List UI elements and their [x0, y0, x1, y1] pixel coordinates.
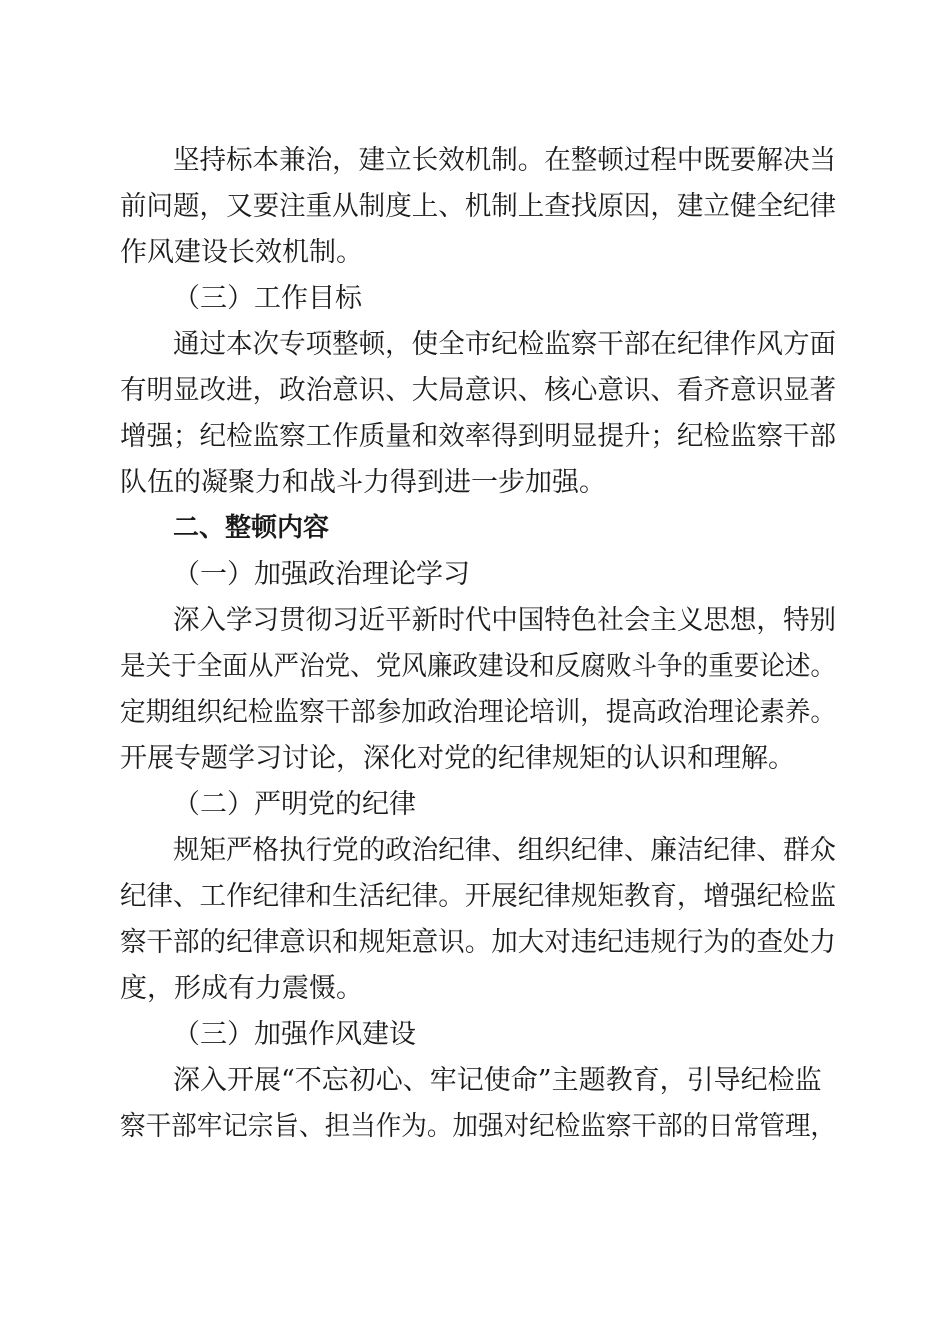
line-text: 增强；纪检监察工作质量和效率得到明显提升；纪检监察干部: [120, 421, 837, 452]
line-text: 定期组织纪检监察干部参加政治理论培训，提高政治理论素养。: [120, 697, 837, 728]
line-text: 深入开展“不忘初心、牢记使命”主题教育，引导纪检监: [173, 1065, 822, 1096]
subheading-line: [0, 276, 950, 322]
section-heading-text: 二、整顿内容: [173, 513, 330, 543]
paragraph-line: [0, 230, 950, 276]
paragraph-line: [0, 1104, 950, 1150]
line-text: 队伍的凝聚力和战斗力得到进一步加强。: [120, 467, 606, 498]
subheading-text: （三）加强作风建设: [173, 1019, 416, 1050]
paragraph-line: [0, 138, 950, 184]
paragraph-line: [0, 828, 950, 874]
line-text: 作风建设长效机制。: [120, 237, 363, 268]
line-text: 察干部的纪律意识和规矩意识。加大对违纪违规行为的查处力: [120, 927, 837, 958]
paragraph-line: [0, 414, 950, 460]
line-text: 有明显改进，政治意识、大局意识、核心意识、看齐意识显著: [120, 375, 837, 406]
subheading-text: （二）严明党的纪律: [173, 789, 416, 820]
paragraph-line: [0, 874, 950, 920]
subheading-text: （一）加强政治理论学习: [173, 559, 470, 590]
paragraph-line: [0, 644, 950, 690]
paragraph-line: [0, 1058, 950, 1104]
line-text: 察干部牢记宗旨、担当作为。加强对纪检监察干部的日常管理，: [120, 1111, 837, 1142]
line-text: 是关于全面从严治党、党风廉政建设和反腐败斗争的重要论述。: [120, 651, 837, 682]
paragraph-line: [0, 184, 950, 230]
paragraph-line: [0, 736, 950, 782]
line-text: 坚持标本兼治，建立长效机制。在整顿过程中既要解决当: [173, 145, 836, 176]
paragraph-line: [0, 966, 950, 1012]
paragraph-line: [0, 598, 950, 644]
paragraph-line: [0, 368, 950, 414]
paragraph-line: [0, 460, 950, 506]
line-text: 深入学习贯彻习近平新时代中国特色社会主义思想，特别: [173, 605, 836, 636]
line-text: 前问题，又要注重从制度上、机制上查找原因，建立健全纪律: [120, 191, 837, 222]
paragraph-line: [0, 322, 950, 368]
subheading-line: [0, 782, 950, 828]
subheading-line: [0, 1012, 950, 1058]
subheading-line: [0, 552, 950, 598]
paragraph-line: [0, 690, 950, 736]
line-text: 纪律、工作纪律和生活纪律。开展纪律规矩教育，增强纪检监: [120, 881, 837, 912]
paragraph-line: [0, 920, 950, 966]
line-text: 通过本次专项整顿，使全市纪检监察干部在纪律作风方面: [173, 329, 836, 360]
line-text: 规矩严格执行党的政治纪律、组织纪律、廉洁纪律、群众: [173, 835, 836, 866]
subheading-text: （三）工作目标: [173, 283, 362, 314]
line-text: 度，形成有力震慑。: [120, 973, 363, 1004]
line-text: 开展专题学习讨论，深化对党的纪律规矩的认识和理解。: [120, 743, 795, 774]
section-heading: [0, 505, 950, 551]
